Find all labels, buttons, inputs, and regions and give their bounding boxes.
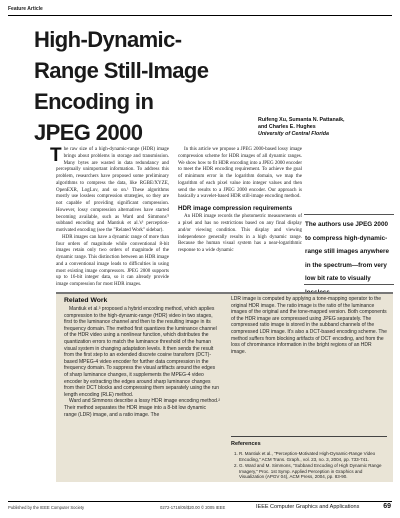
intro-column [50,145,169,289]
sidebar-top-rule [56,292,393,294]
article-title [34,24,209,148]
sidebar-right-column: LDR image is computed by applying a tone-mapping operator to the original HDR image. The ratio image is the ratio of the luminance images of the original and the tone-mapped version. Both components of the HDR image are compressed using JPEG separately. The compressed ratio image is stored in the subband channels of the compressed LDR image. It's also a DCT-based encoding scheme. The method suffers from blocking artifacts of DCT encoding, and from the loss of chrominance information in the bright regions of an HDR image. [231,296,387,355]
author-names-2: and Charles E. Hughes [258,124,316,130]
author-affiliation: University of Central Florida [258,131,329,137]
title-line-4: JPEG 2000 [34,120,143,145]
footer-publisher: Published by the IEEE Computer Society [8,505,85,510]
intro-paragraph-2: HDR images can have a dynamic range of more than four orders of magnitude while conventional 8-bit images retain only two orders of magnitude of the dynamic range. This distinction between an HDR image and a conventional image leads to difficulties in using most existing image compressors. JPEG 2000 supports up to 16-bit integer data, so it can already provide image compression for most HDR images. [56,234,169,287]
sidebar-paragraph-1: Mantiuk et al.³ proposed a hybrid encoding method, which applies compression to the high-dynamic-range (HDR) video in two stages, first to the luminance channel and then to the resulting image in its frequency domain. The method first quantizes the luminance channel of the HDR video using a nonlinear function, which distributes the quantization errors to match the luminance threshold of the human visual system in changing adaptation levels. It then sends the result from the first step to an extended discrete cosine transform (DCT)-based MPEG-4 video encoder for further data compression in the frequency domain. To suppress the visual artifacts around the edges of sharp luminance changes, it supplements the MPEG-4 video encoder by extracting the edges around sharp luminance changes from their DCT blocks and compressing them separately using the run length encoding (RLE) method. [64,306,219,398]
title-line-3: Encoding in [34,89,154,114]
references-rule [231,436,387,437]
reference-item: 1. R. Mantiuk et al., "Perception-Motivated High-Dynamic-Range Video Encoding," ACM Trans. Graph., vol. 23, no. 3, 2004, pp. 733-741. [239,451,387,462]
section-heading: HDR image compression requirements [178,205,293,212]
reference-item: 2. G. Ward and M. Simmons, "Subband Encoding of High Dynamic Range Imagery," Proc. 1st Symp. Applied Perception in Graphics and Visualization (APGV 04), ACM Press, 2004, pp. 83-90. [239,463,387,480]
references-list [231,451,387,481]
sidebar-left-column [64,296,220,418]
header-rule [8,15,392,16]
title-line-2: Range Still-Image [34,58,209,83]
pull-quote: The authors use JPEG 2000 to compress high-dynamic-range still images anywhere in the spectrum—from very low bit rate to visually [305,221,389,282]
page-number: 69 [383,503,391,510]
footer-rule [8,501,392,502]
pullquote-bottom-rule [304,284,394,285]
second-column [178,147,302,255]
references-heading: References [231,441,261,447]
col2-paragraph-2: An HDR image records the photometric measurements of a pixel and has no restrictions based on any final display and/or viewing condition. This display and viewing independence generally results in a high dynamic range. Because the human visual system has a near-logarithmic response to a wide dynamic [178,214,302,254]
intro-paragraph-1: he raw size of a high-dynamic-range (HDR) image brings about problems in storage and transmission. Many bytes are wasted in data redundancy and perceptually unimportant information. To address this problem, researchers have proposed some preliminary algorithms to compress the data, like RGBE/XYZE, OpenEXR, LogLuv, and so on.¹ These algorithms mostly use lossless compression strategies, so they are not capable of providing significant compression. However, lossy compression alternatives have started becoming available, such as Ward and Simmons'² subband encoding and Mantiuk et al.'s³ perception-motivated encoding (see the "Related Work" sidebar). [56,147,169,233]
col2-paragraph-1: In this article we propose a JPEG 2000-based lossy image compression scheme for HDR images of all dynamic ranges. We show how to fit HDR encoding into a JPEG 2000 encoder to meet the HDR encoding requirement. To achieve the goal of minimum error in the logarithm domain, we map the logarithm of each pixel value into integer values and then send the results to a JPEG 2000 encoder. Our approach is basically a wavelet-based HDR still-image encoding method. [178,147,302,200]
sidebar-heading: Related Work [64,297,108,304]
sidebar-paragraph-2: Ward and Simmons describe a lossy HDR image encoding method.² Their method separates the HDR image into a 8-bit low dynamic range (LDR) image, and a ratio image. The [64,398,220,418]
author-block [258,117,398,138]
footer-code: 0272-1716/05/$20.00 © 2005 IEEE [160,505,226,510]
pullquote-top-rule [304,214,394,215]
section-tag: Feature Article [8,6,43,12]
title-line-1: High-Dynamic- [34,27,182,52]
author-names: Ruifeng Xu, Sumanta N. Pattanaik, [258,117,345,123]
footer-journal: IEEE Computer Graphics and Applications [256,504,360,510]
drop-cap: T [50,145,62,166]
